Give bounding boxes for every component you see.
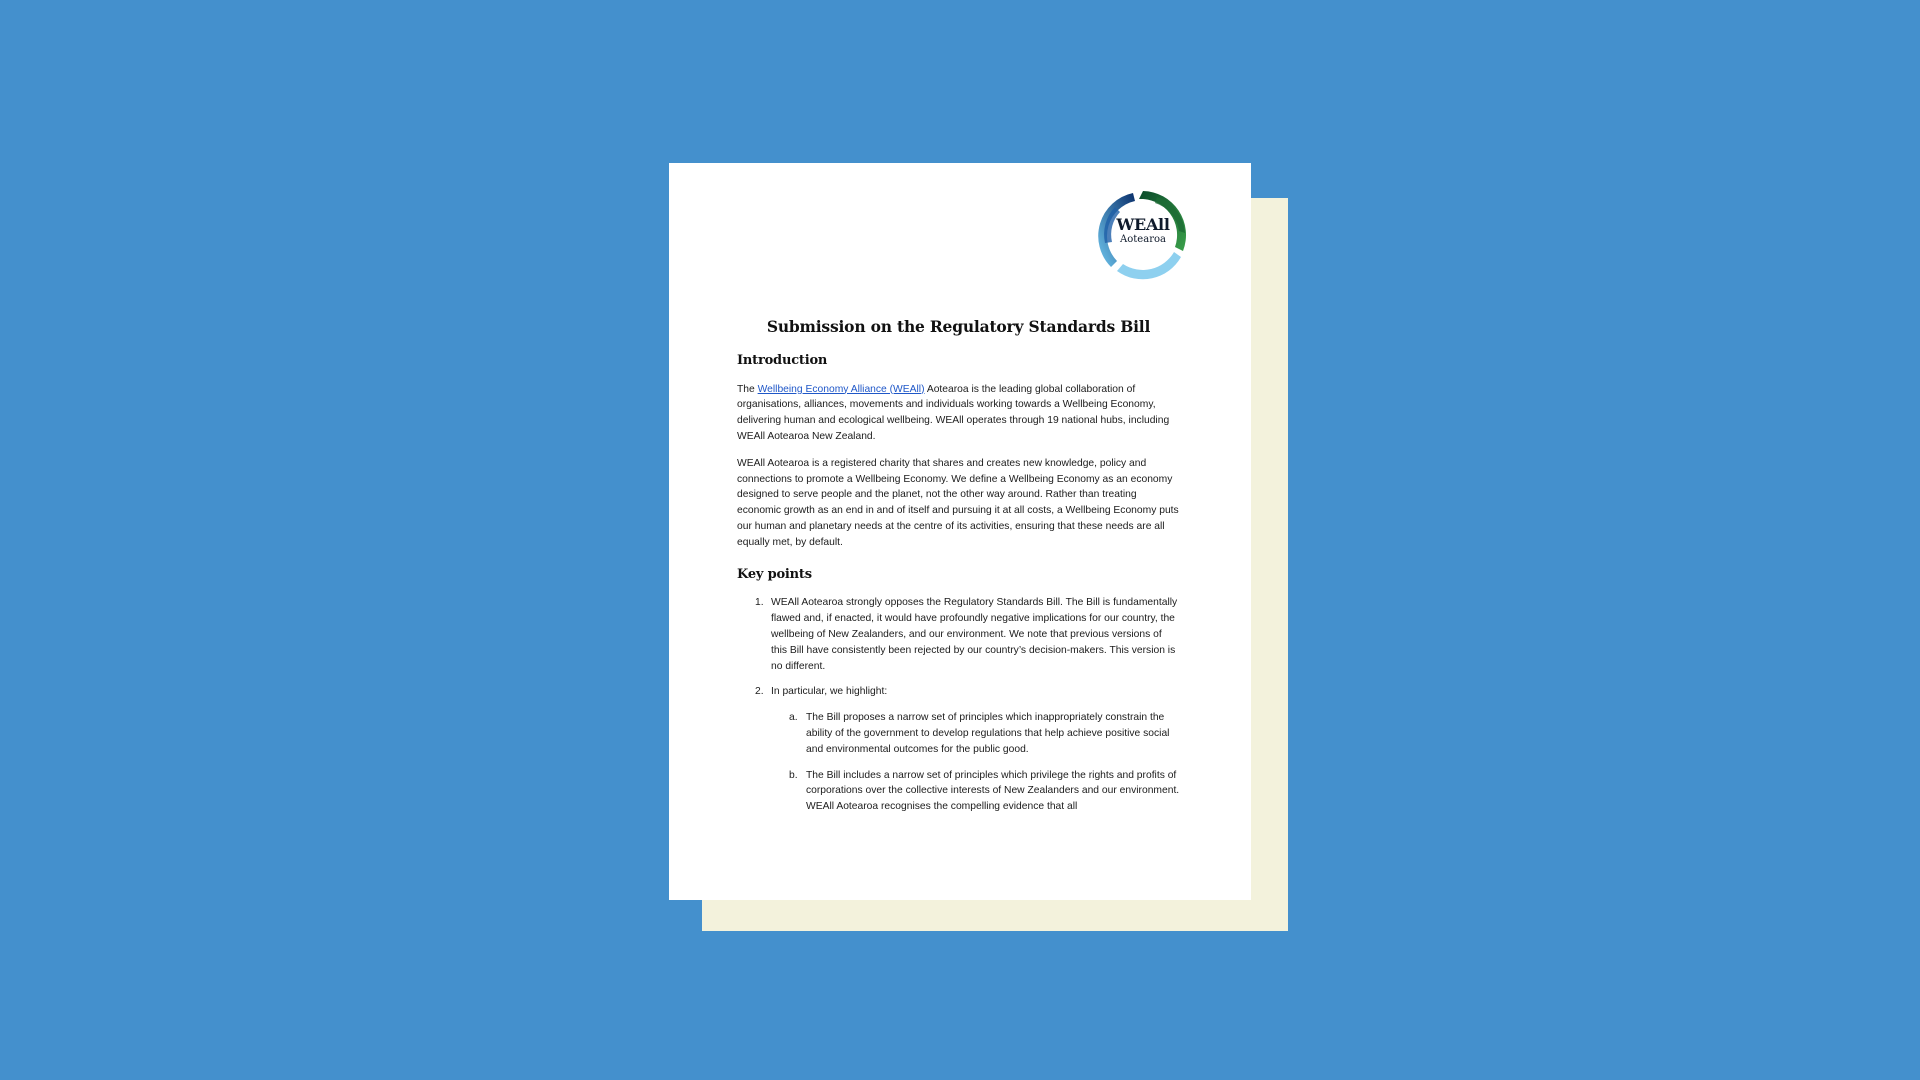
sub-point-text: The Bill proposes a narrow set of principles which inappropriately constrain the ability of the government to develop regulations that help achieve positive social and environmental outcomes for the public good.	[806, 712, 1170, 755]
intro-p1-suffix: Aotearoa is the leading global collaboration of organisations, alliances, movements and individuals working towards a Wellbeing Economy, delivering human and ecological wellbeing. WEAll operates through 19 national hubs, including WEAll Aotearoa New Zealand.	[737, 383, 1170, 442]
list-letter: a.	[789, 712, 798, 724]
list-number: 1.	[755, 597, 764, 609]
sub-point-b	[771, 768, 1180, 815]
logo-wordmark: WEAll	[1116, 215, 1170, 234]
key-point-text: In particular, we highlight:	[771, 686, 888, 698]
intro-p1-prefix: The	[737, 383, 758, 395]
document-page	[669, 163, 1251, 900]
introduction-paragraph-1	[737, 382, 1180, 445]
key-point-1	[737, 595, 1180, 674]
sub-point-text: The Bill includes a narrow set of principles which privilege the rights and profits of corporations over the collective interests of New Zealanders and our environment. WEAll Aotearoa recognises the compelling evidence that all	[806, 769, 1180, 813]
document-body	[737, 319, 1180, 825]
key-point-text: WEAll Aotearoa strongly opposes the Regulatory Standards Bill. The Bill is fundamentally flawed and, if enacted, it would have profoundly negative implications for our country, the wellbeing of New Zealanders, and our environment. We note that previous versions of this Bill have consistently been rejected by our country’s decision-makers. This version is no different.	[771, 597, 1178, 672]
sub-point-a	[771, 710, 1180, 757]
logo-subtitle: Aotearoa	[1120, 234, 1166, 245]
list-number: 2.	[755, 686, 764, 698]
key-points-list	[737, 595, 1180, 815]
document-title: Submission on the Regulatory Standards Bill	[766, 317, 1151, 336]
key-points-heading: Key points	[737, 566, 812, 582]
weall-link[interactable]: Wellbeing Economy Alliance (WEAll)	[757, 383, 925, 395]
key-point-2	[737, 684, 1180, 815]
key-point-2-sublist	[771, 710, 1180, 815]
introduction-paragraph-2: WEAll Aotearoa is a registered charity that shares and creates new knowledge, policy and connections to promote a Wellbeing Economy. We define a Wellbeing Economy as an economy designed to serve people and the planet, not the other way around. Rather than treating economic growth as an end in and of itself and pursuing it at all costs, a Wellbeing Economy puts our human and planetary needs at the centre of its activities, ensuring that these needs are all equally met, by default.	[737, 457, 1179, 548]
weall-aotearoa-logo	[1095, 187, 1191, 283]
list-letter: b.	[789, 769, 798, 781]
introduction-heading: Introduction	[737, 352, 828, 368]
